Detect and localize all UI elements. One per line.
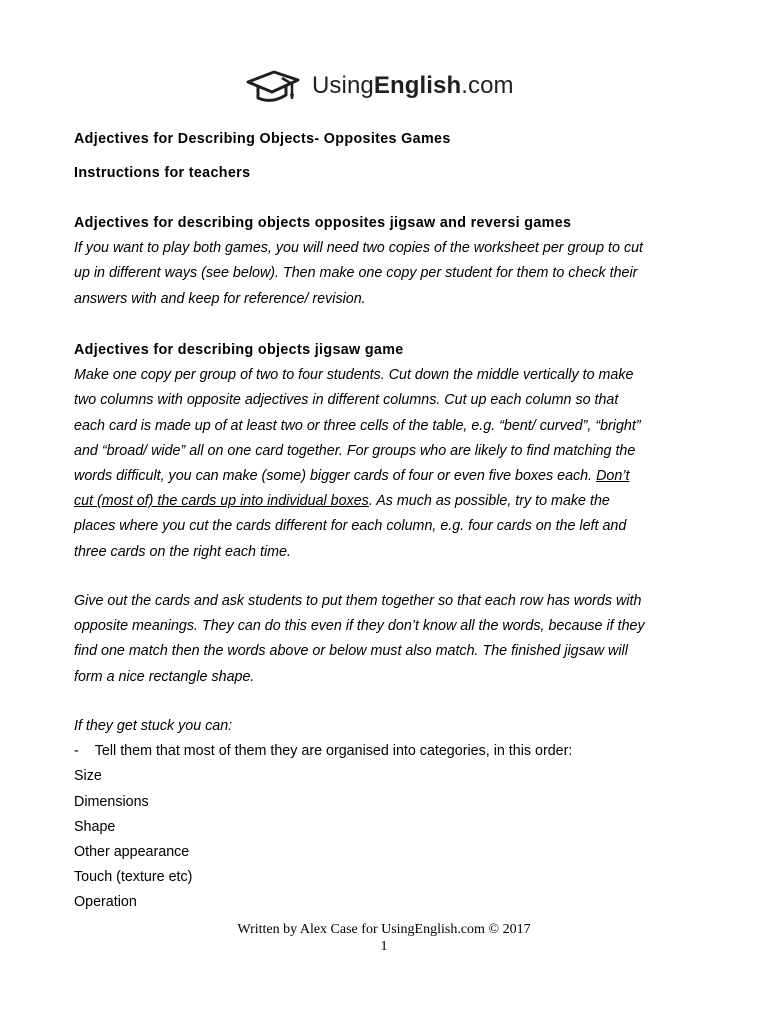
section2-line-text: words difficult, you can make (some) bigger cards of four or even five boxes each. <box>74 468 593 485</box>
section2-emphasis-cut: cut (most of) the cards up into individual boxes <box>74 493 369 510</box>
category-item: Size <box>74 768 102 785</box>
bullet-item <box>74 739 704 764</box>
site-logo <box>246 68 536 108</box>
section2-line: and “broad/ wide” all on one card together. For groups who are likely to find matching the <box>74 442 636 459</box>
instructions-heading: Instructions for teachers <box>74 165 251 181</box>
section2-heading: Adjectives for describing objects jigsaw game <box>74 342 404 358</box>
section2-emphasis-dont: Don’t <box>596 468 630 485</box>
section2-line-text: . As much as possible, try to make the <box>368 493 610 510</box>
section2-line: two columns with opposite adjectives in different columns. Cut up each column so that <box>74 392 619 409</box>
section2-line <box>74 464 704 489</box>
section-jigsaw-paragraph <box>74 589 704 690</box>
logo-text-english: English <box>373 72 462 99</box>
section2-line: each card is made up of at least two or three cells of the table, e.g. “bent/ curved”, “bright” <box>74 417 641 434</box>
paragraph2-line: find one match then the words above or below must also match. The finished jigsaw will <box>74 643 628 660</box>
section2-line <box>74 489 704 514</box>
logo-text-using: Using <box>312 72 374 99</box>
category-item: Other appearance <box>74 844 190 861</box>
logo-text-com: .com <box>461 72 514 99</box>
section2-line: three cards on the right each time. <box>74 543 291 560</box>
section1-line: answers with and keep for reference/ revision. <box>74 290 366 307</box>
footer-credit: Written by Alex Case for UsingEnglish.com © 2017 <box>237 922 531 937</box>
section2-line: Make one copy per group of two to four students. Cut down the middle vertically to make <box>74 367 634 384</box>
paragraph2-line: form a nice rectangle shape. <box>74 668 255 685</box>
section1-heading: Adjectives for describing objects opposites jigsaw and reversi games <box>74 215 572 231</box>
page-number: 1 <box>380 939 388 954</box>
stuck-intro: If they get stuck you can: <box>74 718 233 734</box>
section1-line: up in different ways (see below). Then make one copy per student for them to check their <box>74 265 638 282</box>
category-item: Operation <box>74 894 137 911</box>
document-title: Adjectives for Describing Objects- Opposites Games <box>74 131 451 147</box>
section-jigsaw-game <box>74 338 704 565</box>
category-item: Touch (texture etc) <box>74 869 193 886</box>
bullet-text: Tell them that most of them they are organised into categories, in this order: <box>94 743 573 760</box>
section-stuck-tips <box>74 714 704 916</box>
paragraph2-line: Give out the cards and ask students to put them together so that each row has words with <box>74 593 642 609</box>
bullet-dash: - <box>74 743 79 760</box>
category-item: Shape <box>74 818 116 835</box>
category-item: Dimensions <box>74 793 149 810</box>
section-opposites-games <box>74 211 704 312</box>
section2-line: places where you cut the cards different for each column, e.g. four cards on the left and <box>74 518 627 535</box>
logo-wordmark <box>312 72 514 100</box>
paragraph2-line: opposite meanings. They can do this even if they don’t know all the words, because if they <box>74 618 645 635</box>
section1-line: If you want to play both games, you will need two copies of the worksheet per group to cut <box>74 240 644 257</box>
graduation-cap-icon <box>246 68 306 108</box>
